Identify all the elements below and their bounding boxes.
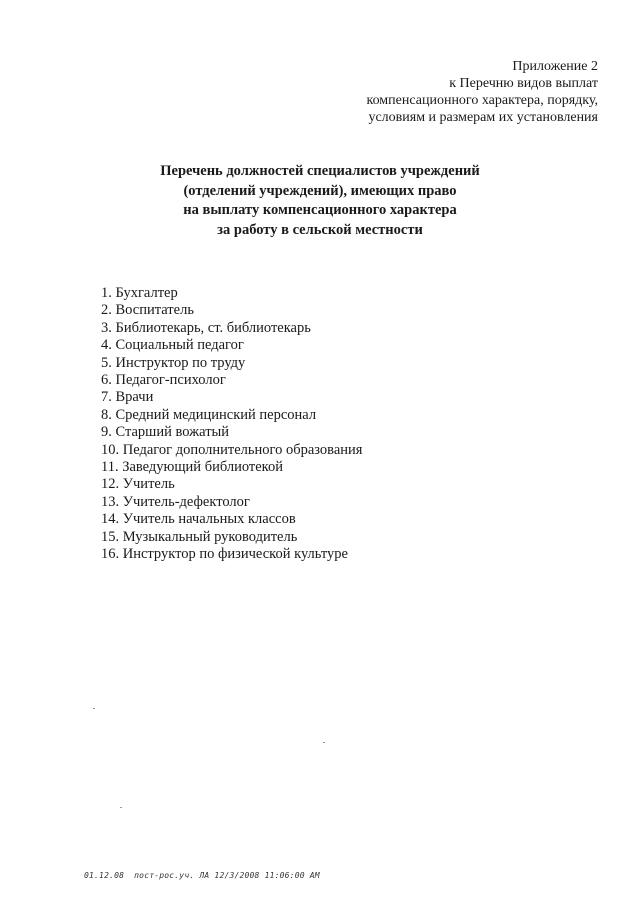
list-item: 15. Музыкальный руководитель [101,528,298,545]
list-item: 6. Педагог-психолог [101,372,226,389]
list-item: 5. Инструктор по труду [101,354,246,371]
scan-speck [93,708,95,709]
list-item: 9. Старший вожатый [101,424,230,441]
list-item: 10. Педагог дополнительного образования [101,441,363,458]
appendix-header [366,58,598,126]
positions-list [101,285,362,564]
scan-speck [323,742,325,743]
title-line: (отделений учреждений), имеющих право [183,182,457,199]
title-line: за работу в сельской местности [217,221,423,238]
list-item: 12. Учитель [101,476,175,493]
document-title [0,162,640,240]
list-item: 7. Врачи [101,389,154,406]
list-item: 3. Библиотекарь, ст. библиотекарь [101,319,311,336]
file-stamp-footer: 01.12.08 пост-рос.уч. ЛА 12/3/2008 11:06:00 AM [84,871,320,880]
title-line: на выплату компенсационного характера [183,202,457,218]
appendix-line: Приложение 2 [512,59,598,74]
list-item: 11. Заведующий библиотекой [101,459,283,476]
list-item: 16. Инструктор по физической культуре [101,546,348,563]
list-item: 4. Социальный педагог [101,337,244,354]
title-line: Перечень должностей специалистов учреждений [160,163,480,179]
list-item: 14. Учитель начальных классов [101,511,296,528]
list-item: 8. Средний медицинский персонал [101,406,317,423]
list-item: 1. Бухгалтер [101,285,178,301]
appendix-line: условиям и размерам их установления [368,110,598,125]
list-item: 13. Учитель-дефектолог [101,493,250,510]
scan-speck [120,807,122,808]
appendix-line: компенсационного характера, порядку, [366,93,598,108]
list-item: 2. Воспитатель [101,302,194,319]
appendix-line: к Перечню видов выплат [449,76,598,91]
